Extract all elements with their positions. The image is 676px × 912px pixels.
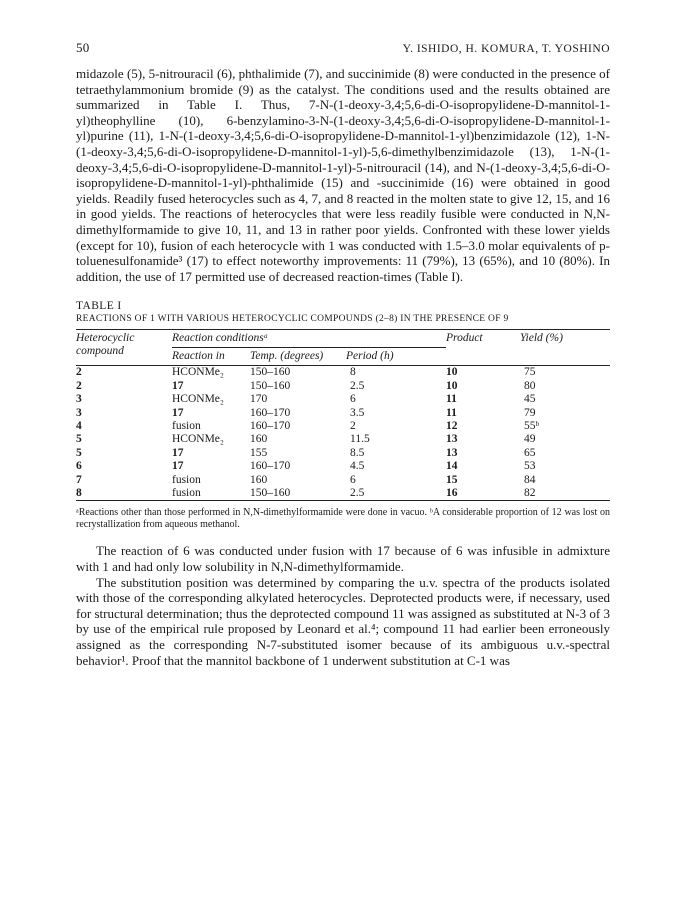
paragraph-intro: midazole (5), 5-nitrouracil (6), phthalimide (7), and succinimide (8) were conducted in the presence of tetraethylammonium bromide (9) as the catalyst. The conditions used and the results obtained are summarized in Table I. Thus, 7-N-(1-deoxy-3,4;5,6-di-O-isopropylidene-D-mannitol-1-yl)theophylline (10), 6-benzylamino-3-N-(1-deoxy-3,4;5,6-di-O-isopropylidene-D-mannitol-1-yl)purine (11), 1-N-(1-deoxy-3,4;5,6-di-O-isopropylidene-D-mannitol-1-yl)benzimidazole (12), 1-N-(1-deoxy-3,4;5,6-di-O-isopropylidene-D-mannitol-1-yl)-5,6-dimethylbenzimidazole (13), 1-N-(1-deoxy-3,4;5,6-di-O-isopropylidene-D-mannitol-1-yl)-5-nitrouracil (14), and N-(1-deoxy-3,4;5,6-di-O-isopropylidene-D-mannitol-1-yl)-phthalimide (15) and -succinimide (16) were obtained in good yields. Readily fused heterocycles such as 4, 7, and 8 reacted in the molten state to give 12, 15, and 16 in good yields. The reactions of heterocycles that were less readily fusible were conducted in N,N-dimethylformamide to give 10, 11, and 13 in rather poor yields. Confronted with these lower yields (except for 10), fusion of each heterocycle with 1 was conducted with 1.5–3.0 molar equivalents of p-toluenesulfonamide³ (17) to effect noteworthy improvements: 11 (79%), 13 (65%), and 10 (80%). In addition, the use of 17 permitted use of decreased reaction-times (Table I). — [76, 66, 610, 284]
cell-yield: 53 — [524, 460, 536, 473]
cell-reaction-in: HCONMe₂ — [172, 433, 224, 446]
running-authors: Y. ISHIDO, H. KOMURA, T. YOSHINO — [402, 43, 610, 55]
cell-period: 3.5 — [350, 406, 365, 419]
cell-compound: 2 — [76, 366, 82, 379]
col-yield: Yield (%) — [520, 332, 563, 345]
cell-compound: 3 — [76, 406, 82, 419]
table-row — [76, 474, 610, 487]
cell-compound: 4 — [76, 419, 82, 432]
cell-reaction-in: HCONMe₂ — [172, 366, 224, 379]
cell-temp: 170 — [250, 393, 268, 406]
cell-product: 16 — [446, 486, 458, 499]
cell-yield: 80 — [524, 379, 536, 392]
table-label: TABLE I — [76, 300, 122, 313]
table-caption: REACTIONS OF 1 WITH VARIOUS HETEROCYCLIC COMPOUNDS (2–8) IN THE PRESENCE OF 9 — [76, 314, 509, 325]
running-header — [76, 40, 610, 66]
cell-period: 2.5 — [350, 379, 365, 392]
cell-product: 10 — [446, 366, 458, 379]
cell-period: 8 — [350, 366, 356, 379]
cell-product: 11 — [446, 393, 457, 406]
cell-product: 10 — [446, 379, 458, 392]
table-body — [76, 366, 610, 501]
cell-period: 8.5 — [350, 446, 365, 459]
cell-period: 2 — [350, 419, 356, 432]
col-product: Product — [446, 332, 483, 345]
cell-yield: 45 — [524, 393, 536, 406]
cell-yield: 79 — [524, 406, 536, 419]
table-row — [76, 380, 610, 393]
cell-product: 14 — [446, 460, 458, 473]
cell-temp: 155 — [250, 446, 268, 459]
table-row — [76, 447, 610, 460]
table-row — [76, 433, 610, 446]
col-reaction-conditions: Reaction conditionsᵃ — [172, 332, 269, 345]
cell-yield: 49 — [524, 433, 536, 446]
cell-compound: 7 — [76, 473, 82, 486]
cell-temp: 160 — [250, 433, 268, 446]
cell-reaction-in: fusion — [172, 473, 201, 486]
paragraph-reaction-6: The reaction of 6 was conducted under fusion with 17 because of 6 was infusible in admixture with 1 and had only low solubility in N,N-dimethylformamide. — [76, 543, 610, 574]
cell-compound: 3 — [76, 393, 82, 406]
cell-yield: 82 — [524, 486, 536, 499]
cell-reaction-in: 17 — [172, 379, 184, 392]
cell-compound: 2 — [76, 379, 82, 392]
cell-yield: 65 — [524, 446, 536, 459]
cell-reaction-in: 17 — [172, 406, 184, 419]
cell-compound: 8 — [76, 486, 82, 499]
table-footnote: ᵃReactions other than those performed in N,N-dimethylformamide were done in vacuo. ᵇA considerable proportion of 12 was lost on recrystallization from aqueous methanol. — [76, 507, 610, 531]
cell-temp: 160 — [250, 473, 268, 486]
col-heterocyclic-compound: Heterocyclic compound — [76, 332, 135, 358]
cell-product: 12 — [446, 419, 458, 432]
cell-reaction-in: HCONMe₂ — [172, 393, 224, 406]
cell-product: 13 — [446, 446, 458, 459]
cell-period: 4.5 — [350, 460, 365, 473]
results-table — [76, 329, 610, 501]
cell-yield: 84 — [524, 473, 536, 486]
col-temp: Temp. (degrees) — [250, 348, 346, 366]
cell-period: 6 — [350, 473, 356, 486]
cell-period: 2.5 — [350, 486, 365, 499]
cell-temp: 160–170 — [250, 419, 291, 432]
table-row — [76, 420, 610, 433]
cell-product: 11 — [446, 406, 457, 419]
cell-reaction-in: 17 — [172, 446, 184, 459]
cell-period: 6 — [350, 393, 356, 406]
cell-reaction-in: fusion — [172, 486, 201, 499]
cell-period: 11.5 — [350, 433, 370, 446]
cell-reaction-in: fusion — [172, 419, 201, 432]
cell-compound: 5 — [76, 433, 82, 446]
paragraph-substitution: The substitution position was determined by comparing the u.v. spectra of the products isolated with those of the corresponding alkylated heterocycles. Deprotected products were, if necessary, used for structural determination; thus the deprotected compound 11 was assigned as substituted at N-3 of 3 by use of the empirical rule proposed by Leonard et al.⁴; compound 11 had earlier been erroneously assigned as the corresponding N-7-substituted isomer because of its ambiguous u.v.-spectral behavior¹. Proof that the mannitol backbone of 1 underwent substitution at C-1 was — [76, 574, 610, 668]
table-row — [76, 460, 610, 473]
cell-yield: 75 — [524, 366, 536, 379]
cell-product: 15 — [446, 473, 458, 486]
table-row — [76, 407, 610, 420]
table-row — [76, 366, 610, 379]
cell-compound: 6 — [76, 460, 82, 473]
col-reaction-in: Reaction in — [172, 348, 250, 366]
table-row — [76, 393, 610, 406]
col-period: Period (h) — [346, 348, 446, 366]
cell-temp: 160–170 — [250, 406, 291, 419]
table-header-row — [76, 330, 610, 348]
cell-temp: 150–160 — [250, 486, 291, 499]
cell-reaction-in: 17 — [172, 460, 184, 473]
cell-product: 13 — [446, 433, 458, 446]
page-number: 50 — [76, 40, 90, 55]
cell-temp: 150–160 — [250, 366, 291, 379]
table-row — [76, 487, 610, 501]
cell-compound: 5 — [76, 446, 82, 459]
cell-yield: 55ᵇ — [524, 419, 540, 432]
page — [76, 40, 610, 668]
cell-temp: 150–160 — [250, 379, 291, 392]
cell-temp: 160–170 — [250, 460, 291, 473]
